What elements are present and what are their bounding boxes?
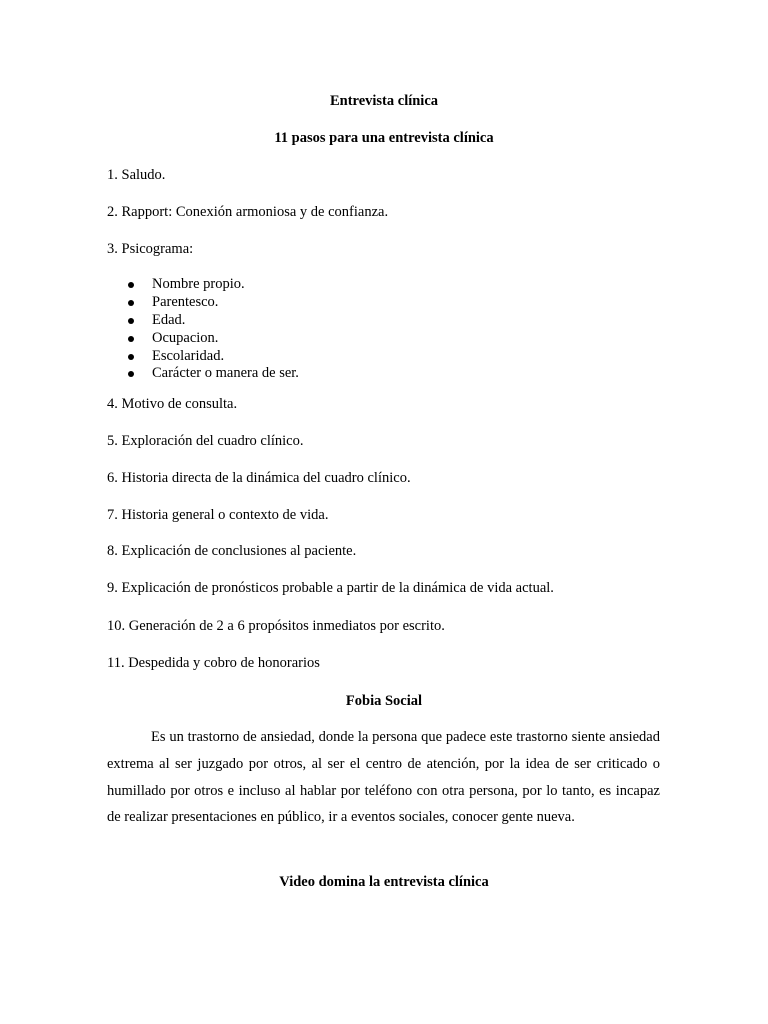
bullet-icon [128, 318, 134, 324]
step-item: 5. Exploración del cuadro clínico. [107, 433, 304, 449]
step-item: 8. Explicación de conclusiones al paciente. [107, 543, 357, 559]
step-item: 10. Generación de 2 a 6 propósitos inmediatos por escrito. [107, 618, 445, 634]
list-item [107, 365, 299, 383]
section-heading-video: Video domina la entrevista clínica [279, 874, 489, 890]
list-item [107, 276, 299, 294]
fobia-paragraph: Es un trastorno de ansiedad, donde la persona que padece este trastorno siente ansiedad extrema al ser juzgado por otros, al ser el centro de atención, por la idea de ser criticado o humillado por otros e incluso al hablar por teléfono con otra persona, por lo tanto, es incapaz de realizar presentaciones en público, ir a eventos sociales, conocer gente nueva. [107, 729, 660, 826]
step-item: 1. Saludo. [107, 167, 166, 183]
step-item: 3. Psicograma: [107, 241, 194, 257]
step-item: 11. Despedida y cobro de honorarios [107, 655, 320, 671]
list-item [107, 312, 299, 330]
list-item [107, 294, 299, 312]
bullet-icon [128, 282, 134, 288]
document-title: Entrevista clínica [329, 93, 439, 109]
list-item-label: Escolaridad. [152, 347, 225, 364]
bullet-icon [128, 300, 134, 306]
step-item: 2. Rapport: Conexión armoniosa y de confianza. [107, 204, 389, 220]
bullet-icon [128, 371, 134, 377]
list-item [107, 330, 299, 348]
list-item-label: Carácter o manera de ser. [152, 365, 299, 382]
step-item: 6. Historia directa de la dinámica del cuadro clínico. [107, 470, 411, 486]
section-heading-fobia: Fobia Social [345, 693, 423, 709]
list-item-label: Nombre propio. [152, 276, 245, 292]
bullet-icon [128, 354, 134, 360]
list-item [107, 348, 299, 366]
bullet-icon [128, 336, 134, 342]
step-item: 9. Explicación de pronósticos probable a partir de la dinámica de vida actual. [107, 580, 554, 596]
psicograma-list [107, 276, 299, 383]
list-item-label: Ocupacion. [152, 329, 219, 346]
list-item-label: Parentesco. [152, 293, 219, 310]
step-item: 7. Historia general o contexto de vida. [107, 507, 329, 523]
list-item-label: Edad. [152, 311, 186, 328]
step-item: 4. Motivo de consulta. [107, 396, 238, 412]
document-subtitle: 11 pasos para una entrevista clínica [274, 130, 494, 146]
